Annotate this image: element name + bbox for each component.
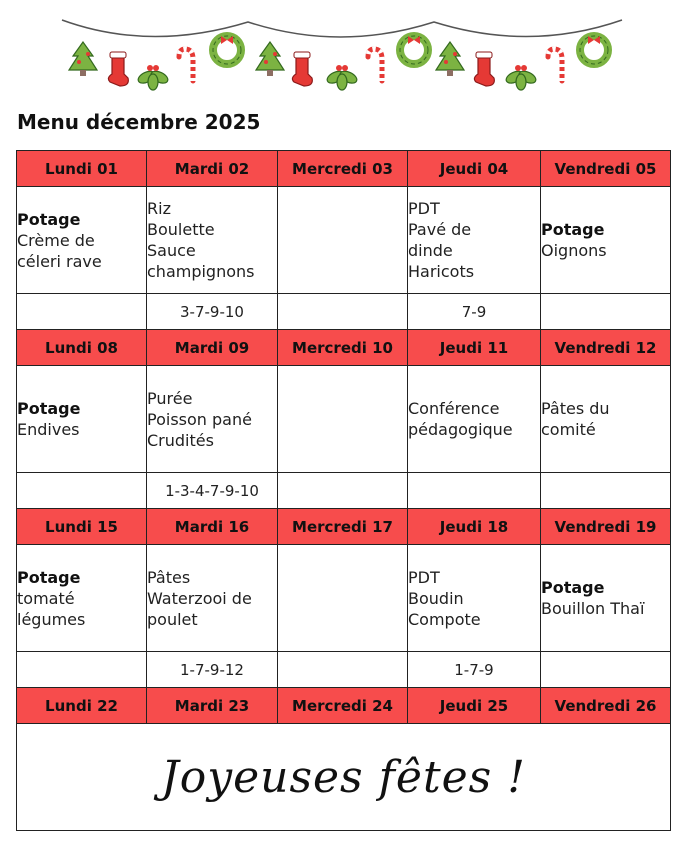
tree-icon <box>69 42 97 76</box>
day-header-vendredi: Vendredi 19 <box>541 509 671 545</box>
menu-cell <box>408 545 541 652</box>
menu-row <box>17 366 671 473</box>
allergen-cell <box>541 652 671 688</box>
dish-category: Potage <box>541 220 605 239</box>
menu-cell <box>408 366 541 473</box>
menu-cell <box>541 366 671 473</box>
day-header-jeudi: Jeudi 25 <box>408 688 541 724</box>
dish-line: tomaté <box>17 588 75 608</box>
holly-icon <box>325 65 358 90</box>
allergen-cell: 7-9 <box>408 294 541 330</box>
menu-cell <box>17 187 147 294</box>
allergen-row <box>17 652 671 688</box>
day-header-mercredi: Mercredi 03 <box>278 151 408 187</box>
dish-line: Purée <box>147 388 193 408</box>
allergen-cell: 1-3-4-7-9-10 <box>147 473 278 509</box>
allergen-cell <box>278 294 408 330</box>
allergen-cell <box>541 294 671 330</box>
menu-cell <box>17 366 147 473</box>
candy-cane-icon <box>548 49 562 81</box>
dish-category: Potage <box>17 399 81 418</box>
dish-category: Potage <box>541 578 605 597</box>
final-row <box>17 724 671 831</box>
tree-icon <box>256 42 284 76</box>
holly-icon <box>136 65 169 90</box>
dish-line: Poisson pané <box>147 409 252 429</box>
dish-line: Endives <box>17 420 80 439</box>
wreath-icon <box>580 36 608 64</box>
menu-cell <box>541 187 671 294</box>
wreath-icon <box>213 36 241 64</box>
day-header-mercredi: Mercredi 24 <box>278 688 408 724</box>
week-header-row <box>17 688 671 724</box>
menu-cell <box>147 366 278 473</box>
dish-line: Crudités <box>147 430 214 450</box>
dish-line: Pâtes <box>147 567 191 587</box>
menu-cell <box>541 545 671 652</box>
menu-cell <box>17 545 147 652</box>
day-header-vendredi: Vendredi 26 <box>541 688 671 724</box>
day-header-jeudi: Jeudi 04 <box>408 151 541 187</box>
tree-icon <box>436 42 464 76</box>
day-header-mardi: Mardi 09 <box>147 330 278 366</box>
allergen-row <box>17 294 671 330</box>
season-greeting: Joyeuses fêtes ! <box>17 724 671 831</box>
menu-table <box>16 150 671 831</box>
menu-cell <box>278 187 408 294</box>
christmas-garland <box>0 0 682 100</box>
dish-line: comité <box>541 420 596 439</box>
day-header-lundi: Lundi 22 <box>17 688 147 724</box>
dish-category: Potage <box>17 567 81 587</box>
dish-line: Riz <box>147 199 171 218</box>
day-header-mardi: Mardi 23 <box>147 688 278 724</box>
dish-line: PDT <box>408 199 440 218</box>
day-header-mercredi: Mercredi 10 <box>278 330 408 366</box>
candy-cane-icon <box>368 49 382 81</box>
page-title: Menu décembre 2025 <box>17 110 261 134</box>
holly-icon <box>504 65 537 90</box>
dish-line: poulet <box>147 609 198 629</box>
dish-line: Sauce <box>147 241 196 260</box>
dish-category: Potage <box>17 209 81 229</box>
stocking-icon <box>108 52 128 86</box>
allergen-cell <box>278 652 408 688</box>
dish-line: Compote <box>408 609 481 629</box>
week-header-row <box>17 330 671 366</box>
dish-line: Boulette <box>147 220 215 239</box>
wreath-icon <box>400 36 428 64</box>
day-header-mardi: Mardi 02 <box>147 151 278 187</box>
dish-line: Oignons <box>541 241 607 260</box>
dish-line: Crème de <box>17 230 95 250</box>
dish-line: Bouillon Thaï <box>541 599 645 618</box>
dish-line: Pâtes du <box>541 399 610 418</box>
menu-cell <box>278 545 408 652</box>
week-header-row <box>17 509 671 545</box>
dish-line: Waterzooi de <box>147 588 252 608</box>
day-header-lundi: Lundi 15 <box>17 509 147 545</box>
day-header-mardi: Mardi 16 <box>147 509 278 545</box>
allergen-cell <box>408 473 541 509</box>
allergen-cell <box>17 473 147 509</box>
menu-cell <box>147 545 278 652</box>
allergen-cell: 1-7-9 <box>408 652 541 688</box>
allergen-cell <box>17 652 147 688</box>
dish-line: Boudin <box>408 588 464 608</box>
menu-cell <box>147 187 278 294</box>
stocking-icon <box>474 52 494 86</box>
dish-line: champignons <box>147 262 255 281</box>
allergen-cell <box>17 294 147 330</box>
day-header-jeudi: Jeudi 11 <box>408 330 541 366</box>
day-header-jeudi: Jeudi 18 <box>408 509 541 545</box>
week-header-row <box>17 151 671 187</box>
dish-line: pédagogique <box>408 420 513 439</box>
dish-line: Conférence <box>408 399 500 418</box>
dish-line: PDT <box>408 567 440 587</box>
day-header-lundi: Lundi 01 <box>17 151 147 187</box>
dish-line: dinde <box>408 241 453 260</box>
menu-cell <box>278 366 408 473</box>
day-header-vendredi: Vendredi 05 <box>541 151 671 187</box>
candy-cane-icon <box>179 49 193 81</box>
allergen-cell <box>541 473 671 509</box>
menu-row <box>17 187 671 294</box>
allergen-cell: 3-7-9-10 <box>147 294 278 330</box>
menu-row <box>17 545 671 652</box>
menu-cell <box>408 187 541 294</box>
allergen-cell <box>278 473 408 509</box>
day-header-mercredi: Mercredi 17 <box>278 509 408 545</box>
allergen-row <box>17 473 671 509</box>
dish-line: légumes <box>17 609 86 629</box>
dish-line: Haricots <box>408 262 475 281</box>
allergen-cell: 1-7-9-12 <box>147 652 278 688</box>
stocking-icon <box>292 52 312 86</box>
day-header-vendredi: Vendredi 12 <box>541 330 671 366</box>
dish-line: céleri rave <box>17 251 102 271</box>
day-header-lundi: Lundi 08 <box>17 330 147 366</box>
dish-line: Pavé de <box>408 220 472 239</box>
